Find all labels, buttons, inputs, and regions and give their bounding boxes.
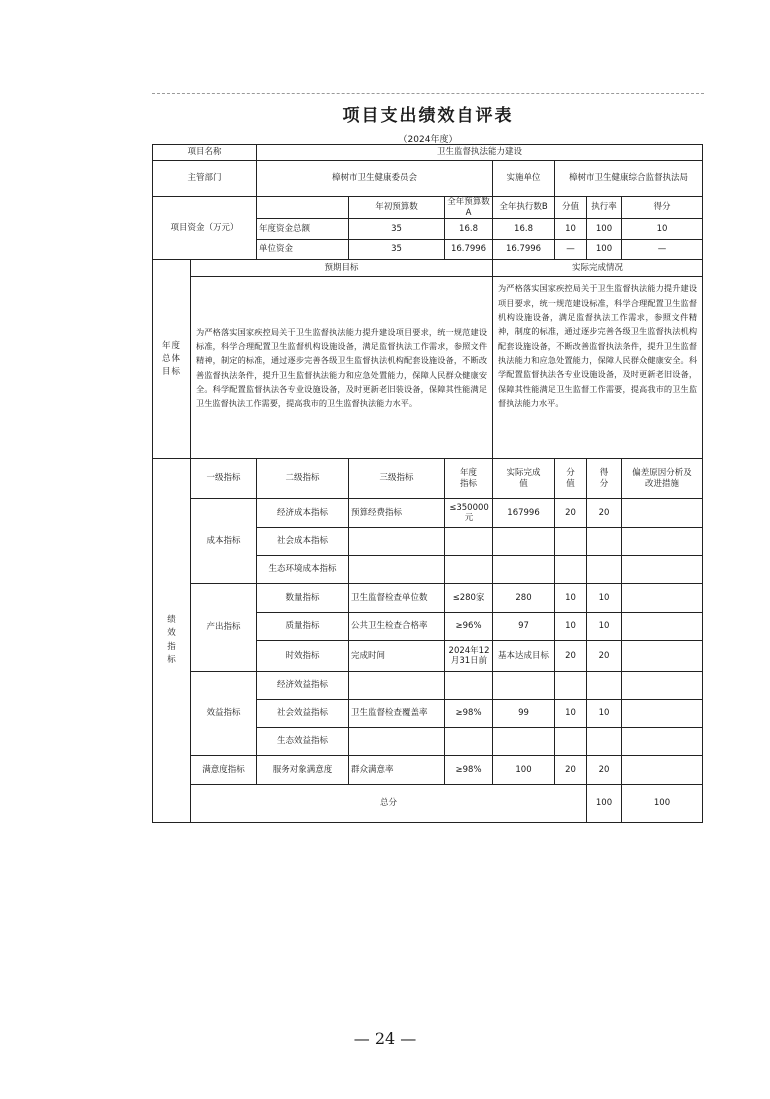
header-got [587,459,622,499]
row-actual [493,672,555,700]
row-actual [493,556,555,584]
unit-funds-exec-rate: 100 [587,240,622,260]
label-goals-text: 年度总体目标 [161,341,181,377]
expected-goal-text: 为严格落实国家疾控局关于卫生监督执法能力提升建设项目要求，统一规范建设标准，科学合理配置卫生监督机构设施设备，满足监督执法工作需求，参照文件精神，制定的标准，通过逐步完善各级卫生监督执法机构配套设施设备，不断改善监督执法条件，提升卫生监督执法能力和应急处置能力，保障人民群众健康安全。科学配置监督执法各专业设施设备，及时更新老旧装设备，保障其性能满足卫生监督执法工作需要，提高我市的卫生监督执法能力水平。 [191,277,493,459]
row-actual: 97 [493,613,555,641]
row-level2: 生态效益指标 [257,728,349,756]
row-target: ≥96% [445,613,493,641]
header-actual-value-text: 实际完成值 [506,468,541,489]
row-target: ≤280家 [445,584,493,613]
row-got [587,528,622,556]
year-note: （2024年度） [398,135,458,145]
label-goals [153,260,191,459]
table-row [153,584,703,613]
group-cost: 成本指标 [191,499,257,584]
unit-funds-year-budget: 35 [349,240,445,260]
row-reason [622,672,703,700]
row-reason [622,556,703,584]
row-reason [622,528,703,556]
header-annual-target [445,459,493,499]
row-target [445,641,493,672]
row-target [445,672,493,700]
header-reason [622,459,703,499]
total-got: 100 [622,785,703,823]
row-actual: 167996 [493,499,555,528]
actual-done-text: 为严格落实国家疾控局关于卫生监督执法能力提升建设项目要求，统一规范建设标准，科学合理配置卫生监督机构设施设备，满足监督执法工作需求，参照文件精神，制度的标准，通过逐步完善各级卫生监督执法机构配套设施设备，不断改善监督执法条件，提升卫生监督执法能力和应急处置能力，保障人民群众健康安全。科学配置监督执法各专业设施设备，及时更新老旧设备，保障其性能满足卫生监督工作需要，提高我市的卫生监督执法能力水平。 [493,277,703,459]
row-target-text: 2024年12月31日前 [448,645,490,667]
self-evaluation-table [152,144,703,823]
row-level3: 预算经费指标 [349,499,445,528]
row-target: ≥98% [445,756,493,785]
row-actual: 99 [493,700,555,728]
row-got: 20 [587,499,622,528]
row-got: 10 [587,584,622,613]
header-exec-rate: 执行率 [587,197,622,219]
row-level2: 质量指标 [257,613,349,641]
row-points: 20 [555,756,587,785]
row-reason [622,499,703,528]
row-target [445,556,493,584]
total-funds-score: 10 [622,219,703,240]
unit-funds-score-val: — [555,240,587,260]
table-row [153,672,703,700]
row-goals-text [153,277,703,459]
total-funds-year-budget: 35 [349,219,445,240]
label-total: 总分 [191,785,587,823]
header-level2: 二级指标 [257,459,349,499]
row-got [587,556,622,584]
row-points: 10 [555,613,587,641]
group-satisfaction: 满意度指标 [191,756,257,785]
header-level3: 三级指标 [349,459,445,499]
row-reason [622,613,703,641]
label-total-funds: 年度资金总额 [257,219,349,240]
row-project-name [153,145,703,161]
row-level3: 完成时间 [349,641,445,672]
row-points: 10 [555,700,587,728]
row-target [445,528,493,556]
row-points: 10 [555,584,587,613]
group-output: 产出指标 [191,584,257,672]
row-level3: 群众满意率 [349,756,445,785]
row-level2: 社会效益指标 [257,700,349,728]
funds-header-blank [257,197,349,219]
row-dept [153,161,703,197]
label-funds: 项目资金（万元） [153,197,257,260]
row-got [587,672,622,700]
label-indicators-text: 绩效指标 [167,614,176,666]
value-impl-unit: 樟树市卫生健康综合监督执法局 [555,161,703,197]
row-points: 20 [555,499,587,528]
row-reason [622,700,703,728]
row-points [555,728,587,756]
header-expected-goal: 预期目标 [191,260,493,277]
label-project-name: 项目名称 [153,145,257,161]
row-points: 20 [555,641,587,672]
row-got: 20 [587,641,622,672]
row-got: 20 [587,756,622,785]
row-actual [493,728,555,756]
unit-funds-full-budget: 16.7996 [445,240,493,260]
row-level2: 服务对象满意度 [257,756,349,785]
row-level2: 生态环境成本指标 [257,556,349,584]
row-target [445,728,493,756]
label-unit-funds: 单位资金 [257,240,349,260]
header-annual-target-text: 年度指标 [460,468,478,489]
top-rule [152,93,704,94]
header-score-val: 分值 [555,197,587,219]
row-level3 [349,556,445,584]
value-dept: 樟树市卫生健康委员会 [257,161,493,197]
label-indicators [153,459,191,823]
row-got: 10 [587,613,622,641]
header-got-text: 得分 [599,468,609,489]
header-year-budget: 年初预算数 [349,197,445,219]
table-row [153,499,703,528]
header-full-exec: 全年执行数B [493,197,555,219]
header-level1: 一级指标 [191,459,257,499]
row-total [153,785,703,823]
row-actual [493,528,555,556]
group-benefit: 效益指标 [191,672,257,756]
row-got [587,728,622,756]
header-actual-value [493,459,555,499]
row-points [555,672,587,700]
row-reason [622,728,703,756]
page-title: 项目支出绩效自评表 [342,106,514,126]
total-points: 100 [587,785,622,823]
header-full-budget: 全年预算数A [445,197,493,219]
row-indicator-header [153,459,703,499]
row-level2: 社会成本指标 [257,528,349,556]
value-project-name: 卫生监督执法能力建设 [257,145,703,161]
row-level2: 数量指标 [257,584,349,613]
row-level2: 经济成本指标 [257,499,349,528]
total-funds-exec-rate: 100 [587,219,622,240]
row-reason [622,756,703,785]
header-score: 得分 [622,197,703,219]
header-points [555,459,587,499]
row-level2: 经济效益指标 [257,672,349,700]
row-reason [622,584,703,613]
table-row [153,756,703,785]
row-actual: 100 [493,756,555,785]
row-points [555,556,587,584]
row-funds-header [153,197,703,219]
label-dept: 主管部门 [153,161,257,197]
row-goals-header [153,260,703,277]
row-level3: 卫生监督检查单位数 [349,584,445,613]
row-actual: 280 [493,584,555,613]
total-funds-score-val: 10 [555,219,587,240]
row-got: 10 [587,700,622,728]
total-funds-full-budget: 16.8 [445,219,493,240]
row-target-text: ≤350000元 [449,502,489,524]
label-impl-unit: 实施单位 [493,161,555,197]
row-target [445,499,493,528]
header-reason-text: 偏差原因分析及改进措施 [632,468,692,489]
row-actual: 基本达成目标 [493,641,555,672]
header-points-text: 分值 [566,468,575,489]
row-level3: 公共卫生检查合格率 [349,613,445,641]
row-points [555,528,587,556]
unit-funds-full-exec: 16.7996 [493,240,555,260]
total-funds-full-exec: 16.8 [493,219,555,240]
unit-funds-score: — [622,240,703,260]
row-level3 [349,728,445,756]
page-number: — 24 — [353,1029,417,1048]
row-level3 [349,528,445,556]
row-level3 [349,672,445,700]
row-reason [622,641,703,672]
row-level3: 卫生监督检查覆盖率 [349,700,445,728]
row-level2: 时效指标 [257,641,349,672]
row-target: ≥98% [445,700,493,728]
header-actual-done: 实际完成情况 [493,260,703,277]
